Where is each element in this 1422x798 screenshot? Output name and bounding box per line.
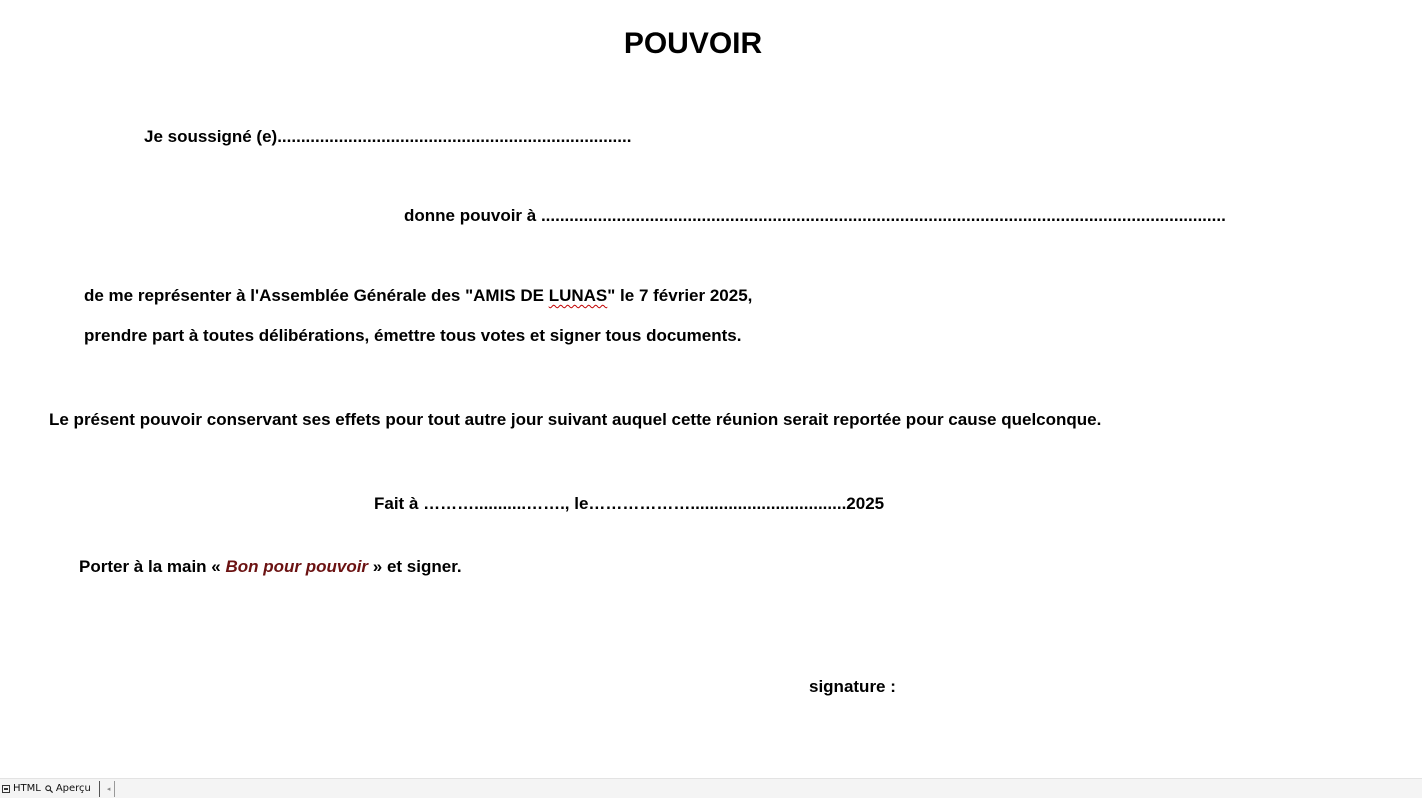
- representer-text-start: de me représenter à l'Assemblée Générale des "AMIS DE: [84, 286, 549, 305]
- line-present-pouvoir: Le présent pouvoir conservant ses effets pour tout autre jour suivant auquel cette réunion serait reportée pour cause quelconque.: [49, 410, 1102, 429]
- bon-pour-pouvoir-text: Bon pour pouvoir: [225, 557, 369, 576]
- html-view-icon: [2, 785, 10, 793]
- status-bar-separator: [99, 781, 100, 797]
- porter-text-start: Porter à la main «: [79, 557, 226, 576]
- scroll-track-start: [114, 781, 115, 797]
- magnifier-icon: [45, 785, 53, 793]
- line-donne-pouvoir: donne pouvoir à .................................................................................................................................................: [404, 206, 1226, 225]
- line-soussigne: Je soussigné (e)...........................................................................: [144, 127, 632, 146]
- apercu-button[interactable]: [43, 780, 93, 798]
- apercu-label: Aperçu: [55, 783, 91, 794]
- porter-text-end: » et signer.: [368, 557, 462, 576]
- document-title: POUVOIR: [623, 27, 763, 60]
- representer-text-end: " le 7 février 2025,: [607, 286, 753, 305]
- editor-status-bar: [0, 778, 1422, 798]
- spellcheck-word-lunas: LUNAS: [548, 286, 608, 305]
- line-representer: [84, 286, 752, 306]
- html-view-button[interactable]: [0, 780, 43, 798]
- html-view-label: HTML: [13, 783, 41, 794]
- line-porter-main: [79, 557, 462, 577]
- signature-label: signature :: [809, 677, 896, 696]
- scroll-left-arrow-icon[interactable]: ◂: [106, 784, 111, 793]
- line-prendre-part: prendre part à toutes délibérations, émettre tous votes et signer tous documents.: [84, 326, 742, 345]
- line-fait-a: Fait à ………...........……., le……………….................................2025: [374, 494, 885, 513]
